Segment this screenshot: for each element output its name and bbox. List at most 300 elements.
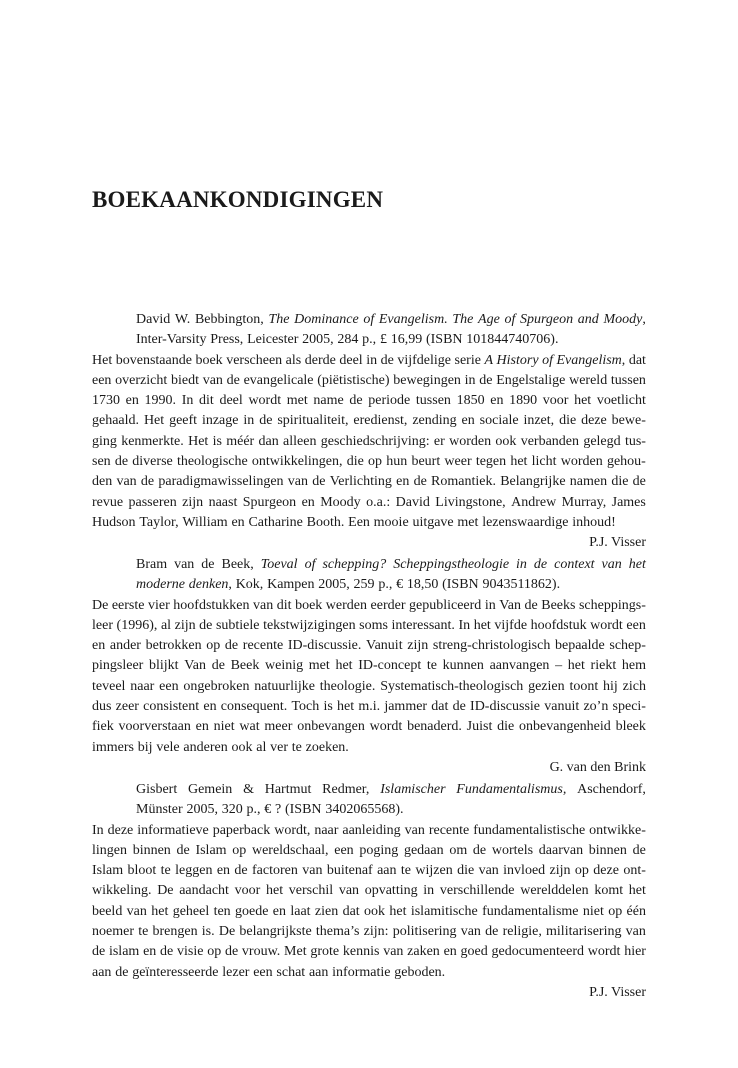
word: gelegd bbox=[583, 433, 621, 449]
italic-word: Evangelism. bbox=[378, 312, 448, 327]
word: een bbox=[334, 842, 354, 858]
text-line bbox=[92, 616, 646, 636]
word: aandacht bbox=[179, 883, 229, 899]
word: Leicester bbox=[247, 332, 299, 348]
italic-word: in bbox=[516, 557, 527, 572]
word: Het bbox=[92, 352, 113, 368]
word: biedt bbox=[170, 372, 199, 388]
word: bovenstaande bbox=[115, 352, 192, 368]
word: 2005, bbox=[186, 802, 218, 818]
italic-word: denken bbox=[188, 577, 229, 593]
text-line bbox=[92, 656, 646, 676]
word: op bbox=[608, 903, 623, 919]
word: zijn bbox=[174, 617, 196, 633]
word: de bbox=[485, 924, 499, 940]
book-announcement bbox=[92, 780, 646, 1003]
word: geschiedschrijving: bbox=[320, 433, 430, 449]
word: werelddelen bbox=[520, 883, 589, 899]
word: naar bbox=[314, 822, 339, 838]
word: deze bbox=[581, 413, 607, 429]
word: pingsleer bbox=[92, 658, 144, 674]
word: een bbox=[626, 617, 646, 633]
word: op bbox=[368, 454, 383, 470]
word: zo’n bbox=[583, 699, 609, 715]
word: het bbox=[337, 699, 355, 715]
word: € bbox=[264, 802, 272, 818]
word: aanleiding bbox=[342, 822, 401, 838]
word: voorverstaan bbox=[118, 719, 191, 735]
word: verschillende bbox=[439, 883, 515, 899]
word: wikkeling. bbox=[92, 883, 152, 899]
word: soms bbox=[359, 617, 388, 633]
word: name bbox=[313, 393, 344, 409]
word: In bbox=[181, 393, 194, 409]
word: in bbox=[423, 883, 435, 899]
word: komt bbox=[594, 883, 624, 899]
word: gehou- bbox=[606, 454, 646, 470]
word: de bbox=[201, 557, 215, 572]
word: , bbox=[228, 577, 232, 593]
word: zijn: bbox=[363, 924, 389, 940]
word: W. bbox=[174, 312, 191, 327]
word: (ISBN bbox=[442, 577, 479, 593]
word: islamitische bbox=[410, 903, 478, 919]
word: immers bbox=[92, 739, 134, 755]
word: Het bbox=[188, 433, 209, 449]
word: voetlicht bbox=[596, 393, 646, 409]
review-text bbox=[92, 351, 646, 534]
word: informatieve bbox=[137, 822, 209, 838]
citation-line bbox=[136, 575, 646, 595]
word: zien bbox=[314, 903, 339, 919]
word: lezenswaardige bbox=[482, 514, 569, 530]
text-line bbox=[92, 351, 646, 371]
book-citation bbox=[92, 780, 646, 821]
word-group bbox=[189, 575, 232, 595]
word: aan bbox=[308, 964, 329, 980]
word: vijfde bbox=[494, 617, 528, 633]
word: Gisbert bbox=[136, 782, 178, 797]
word: schat bbox=[276, 964, 306, 980]
word: met bbox=[308, 658, 330, 674]
word: theologie. bbox=[319, 678, 376, 694]
word: De bbox=[218, 924, 236, 940]
italic-word: of bbox=[304, 557, 316, 572]
word: m.i. bbox=[358, 699, 381, 715]
italic-word: Dominance bbox=[294, 312, 359, 327]
word: Van bbox=[184, 658, 207, 674]
word: van bbox=[338, 883, 360, 899]
word: Hudson bbox=[92, 514, 136, 530]
word: paradigmawisselingen bbox=[158, 474, 284, 490]
citation-line bbox=[136, 310, 646, 330]
word: anderen bbox=[183, 739, 228, 755]
italic-word: Fundamentalismus, bbox=[456, 782, 567, 797]
word: Islam bbox=[195, 842, 227, 858]
word: een bbox=[253, 964, 273, 980]
word: de bbox=[224, 944, 239, 960]
word: de bbox=[452, 699, 466, 715]
italic-word: Age bbox=[478, 312, 500, 327]
italic-word: A bbox=[484, 352, 494, 368]
word: Het bbox=[143, 413, 165, 429]
word: gehaald. bbox=[92, 413, 140, 429]
word: 284 bbox=[337, 332, 359, 348]
word: hier bbox=[624, 944, 646, 960]
word: ? bbox=[275, 802, 282, 818]
word: ver bbox=[270, 739, 289, 755]
word: 2005, bbox=[302, 332, 334, 348]
word: Engelstalige bbox=[496, 372, 566, 388]
word: het bbox=[335, 658, 353, 674]
text-line bbox=[92, 963, 646, 983]
italic-word: Spurgeon bbox=[519, 312, 574, 327]
word: bepaalde bbox=[554, 638, 605, 654]
word: van bbox=[202, 372, 223, 388]
word: 320 bbox=[221, 802, 243, 818]
word: goed bbox=[460, 944, 488, 960]
word: Toch bbox=[291, 699, 320, 715]
word: mooie bbox=[373, 514, 409, 530]
italic-word: Scheppingstheologie bbox=[393, 557, 510, 572]
word: die bbox=[559, 413, 577, 429]
word: wat bbox=[239, 719, 260, 735]
word: weer bbox=[444, 454, 472, 470]
word: recente bbox=[428, 822, 470, 838]
word: de bbox=[234, 863, 248, 879]
word: de bbox=[140, 474, 155, 490]
word: in bbox=[243, 413, 255, 429]
word: gezien bbox=[528, 678, 565, 694]
word: en bbox=[461, 413, 475, 429]
word: geboden. bbox=[394, 964, 446, 980]
word: tussen bbox=[610, 372, 646, 388]
word: sen bbox=[92, 454, 111, 470]
page-title: BOEKAANKONDIGINGEN bbox=[92, 187, 384, 212]
word: de bbox=[160, 944, 174, 960]
word: de bbox=[115, 964, 129, 980]
word: aan bbox=[377, 863, 397, 879]
word: jammer bbox=[384, 699, 428, 715]
word: thema’s bbox=[315, 924, 360, 940]
word: een bbox=[92, 372, 112, 388]
word: die bbox=[497, 719, 515, 735]
word: het bbox=[567, 658, 585, 674]
word: met bbox=[286, 393, 308, 409]
word: bleek bbox=[615, 719, 646, 735]
word-group bbox=[556, 351, 625, 371]
italic-word: van bbox=[601, 557, 622, 572]
word: eredienst, bbox=[353, 413, 408, 429]
word: op bbox=[232, 842, 247, 858]
italic-word: of bbox=[363, 312, 375, 327]
word: te bbox=[138, 924, 149, 940]
word: boek bbox=[295, 597, 323, 613]
word: met bbox=[457, 514, 479, 530]
word: Booth. bbox=[306, 514, 345, 530]
word: voor bbox=[234, 883, 261, 899]
word: William bbox=[182, 514, 228, 530]
word: deze bbox=[107, 822, 134, 838]
word: spiritualiteit, bbox=[277, 413, 349, 429]
word: eerste bbox=[111, 597, 145, 613]
word: ID-discussie bbox=[470, 699, 541, 715]
word: en bbox=[203, 699, 217, 715]
word: bij bbox=[137, 739, 153, 755]
word: Juist bbox=[466, 719, 493, 735]
word: gepubliceerd bbox=[409, 597, 482, 613]
word: bloot bbox=[127, 863, 157, 879]
text-line bbox=[92, 677, 646, 697]
word: Andrew bbox=[511, 494, 557, 510]
word: Romantiek. bbox=[431, 474, 496, 490]
word: Belangrijke bbox=[500, 474, 566, 490]
word: inhoud! bbox=[572, 514, 616, 530]
word: de bbox=[224, 638, 239, 654]
word: méér bbox=[226, 433, 255, 449]
word: diverse bbox=[132, 454, 173, 470]
text-line bbox=[92, 881, 646, 901]
word: van bbox=[625, 924, 646, 940]
text-line bbox=[92, 452, 646, 472]
text-line bbox=[92, 841, 646, 861]
word: vrouw. bbox=[241, 944, 281, 960]
word: meer bbox=[264, 719, 293, 735]
italic-word: schepping? bbox=[322, 557, 387, 572]
word: kennis bbox=[342, 944, 380, 960]
word: overzicht bbox=[115, 372, 168, 388]
word: de bbox=[199, 617, 213, 633]
word: o.a.: bbox=[366, 494, 391, 510]
word: periode bbox=[368, 393, 411, 409]
reviewer-signature: G. van den Brink bbox=[549, 759, 646, 775]
word: consequent. bbox=[220, 699, 288, 715]
word: 16,99 bbox=[390, 332, 423, 348]
word: revue bbox=[92, 494, 124, 510]
word: al bbox=[160, 617, 172, 633]
word: de bbox=[472, 842, 487, 858]
word: de bbox=[259, 413, 273, 429]
word: lezer bbox=[222, 964, 250, 980]
word: Münster bbox=[136, 802, 183, 818]
word: de bbox=[312, 474, 326, 490]
italic-word: History bbox=[496, 352, 539, 368]
word: serie bbox=[454, 352, 481, 368]
word: de bbox=[349, 393, 363, 409]
italic-word: The bbox=[452, 312, 474, 327]
word: is bbox=[212, 433, 222, 449]
word: p., bbox=[362, 332, 377, 348]
word: vanuit bbox=[544, 699, 580, 715]
word: zich bbox=[622, 678, 646, 694]
word: de bbox=[211, 658, 225, 674]
word: interessant. bbox=[391, 617, 455, 633]
word: één bbox=[626, 903, 646, 919]
word: de bbox=[632, 842, 646, 858]
word: de bbox=[524, 597, 538, 613]
word: vier bbox=[148, 597, 170, 613]
text-line bbox=[92, 432, 646, 452]
italic-word: Islamischer bbox=[380, 782, 446, 797]
word: blijkt bbox=[149, 658, 179, 674]
word: religie, bbox=[502, 924, 542, 940]
word: een bbox=[159, 678, 179, 694]
word: onbevangen bbox=[297, 719, 365, 735]
word: invloed bbox=[503, 863, 546, 879]
word: daarvan bbox=[538, 842, 584, 858]
italic-word: de bbox=[533, 557, 548, 572]
word: islam bbox=[108, 944, 140, 960]
word: Bram bbox=[136, 557, 168, 572]
word: 101844740706). bbox=[466, 332, 559, 348]
word: Redmer, bbox=[322, 782, 370, 797]
text-line bbox=[92, 738, 646, 758]
word: scheppings- bbox=[578, 597, 646, 613]
word: goede bbox=[235, 903, 269, 919]
text-line bbox=[92, 717, 646, 737]
word: namen bbox=[569, 474, 608, 490]
word: hoofdstuk bbox=[530, 617, 587, 633]
word: ook bbox=[231, 739, 253, 755]
word: aan bbox=[92, 964, 112, 980]
word: zeer bbox=[115, 699, 139, 715]
word: kunnen bbox=[442, 658, 484, 674]
word: dat bbox=[342, 903, 360, 919]
word: de bbox=[632, 474, 646, 490]
word: ontwikkelingen, bbox=[251, 454, 343, 470]
word: het bbox=[266, 883, 284, 899]
word: derde bbox=[304, 352, 336, 368]
italic-word: The bbox=[268, 312, 290, 327]
word: gedaan bbox=[403, 842, 444, 858]
word: Press, bbox=[210, 332, 244, 348]
word: niet bbox=[582, 903, 604, 919]
book-announcement bbox=[92, 555, 646, 778]
italic-word: moderne bbox=[136, 577, 185, 593]
word: ontwikke- bbox=[589, 822, 646, 838]
word: de bbox=[92, 944, 106, 960]
text-line bbox=[92, 513, 646, 533]
word: tegen bbox=[475, 454, 507, 470]
word: niet bbox=[213, 719, 235, 735]
word: 1990. bbox=[144, 393, 177, 409]
word: Vanuit bbox=[366, 638, 403, 654]
word: te bbox=[291, 739, 302, 755]
word: Beek, bbox=[221, 557, 254, 572]
word: p., bbox=[246, 802, 261, 818]
word: zaken bbox=[407, 944, 440, 960]
word: en bbox=[396, 474, 410, 490]
word: bewegingen bbox=[393, 372, 461, 388]
word: wijzen bbox=[415, 863, 453, 879]
word: hoofdstukken bbox=[173, 597, 250, 613]
word: van bbox=[404, 822, 425, 838]
text-line bbox=[92, 697, 646, 717]
word: opvatting bbox=[364, 883, 418, 899]
citation-line bbox=[136, 780, 646, 800]
word: toont bbox=[569, 678, 599, 694]
italic-word: of bbox=[542, 352, 553, 368]
word: op bbox=[574, 863, 589, 879]
word: geeft bbox=[169, 413, 198, 429]
word: die bbox=[611, 474, 629, 490]
word: zijn bbox=[549, 863, 571, 879]
word: benaderd. bbox=[407, 719, 462, 735]
word: vijfdelige bbox=[397, 352, 451, 368]
word: militarisering bbox=[546, 924, 622, 940]
word: riekt bbox=[590, 658, 617, 674]
word: lingen bbox=[92, 842, 127, 858]
word: buitenaf bbox=[326, 863, 373, 879]
word: en bbox=[490, 393, 504, 409]
word: Gemein bbox=[187, 782, 233, 797]
word: vele bbox=[156, 739, 180, 755]
text-line bbox=[92, 493, 646, 513]
word: naast bbox=[208, 494, 238, 510]
word: bewe- bbox=[611, 413, 646, 429]
word: van bbox=[478, 863, 499, 879]
word: £ bbox=[379, 332, 387, 348]
review-text bbox=[92, 821, 646, 983]
word: 2005, bbox=[318, 577, 350, 593]
word: als bbox=[285, 352, 302, 368]
word: In bbox=[458, 617, 471, 633]
word: tus- bbox=[624, 433, 646, 449]
word: van bbox=[460, 924, 481, 940]
word: de bbox=[380, 352, 394, 368]
word: – bbox=[555, 658, 563, 674]
text-line bbox=[92, 472, 646, 492]
word: al bbox=[256, 739, 267, 755]
review-text bbox=[92, 596, 646, 758]
word: streng-christologisch bbox=[432, 638, 551, 654]
text-line bbox=[92, 371, 646, 391]
word: ten bbox=[213, 903, 231, 919]
word: weinig bbox=[265, 658, 304, 674]
text-line bbox=[92, 861, 646, 881]
word: schep- bbox=[609, 638, 646, 654]
word: Inter-Varsity bbox=[136, 332, 207, 348]
word: en bbox=[272, 903, 287, 919]
word: belangrijkste bbox=[239, 924, 312, 940]
word: , bbox=[642, 312, 646, 327]
word: wordt bbox=[248, 393, 282, 409]
text-line bbox=[92, 821, 646, 841]
word: Murray, bbox=[561, 494, 607, 510]
text-line bbox=[92, 391, 646, 411]
word: dit bbox=[276, 597, 292, 613]
word: die bbox=[346, 454, 364, 470]
word: van bbox=[383, 944, 404, 960]
italic-word: het bbox=[628, 557, 646, 572]
italic-word: of bbox=[504, 312, 516, 327]
word: en bbox=[92, 638, 106, 654]
word: Spurgeon bbox=[242, 494, 297, 510]
italic-word: Moody bbox=[603, 312, 643, 327]
word: ID-concept bbox=[358, 658, 422, 674]
word: dat bbox=[431, 699, 449, 715]
word: Systematisch-theologisch bbox=[380, 678, 524, 694]
word: p., bbox=[378, 577, 393, 593]
word: In bbox=[92, 822, 104, 838]
word: Van bbox=[499, 597, 521, 613]
word: , bbox=[621, 352, 626, 368]
word: ont- bbox=[623, 863, 646, 879]
word: voor bbox=[542, 393, 569, 409]
word: consistent bbox=[143, 699, 200, 715]
word: tekstwijzigingen bbox=[263, 617, 356, 633]
text-line bbox=[92, 411, 646, 431]
